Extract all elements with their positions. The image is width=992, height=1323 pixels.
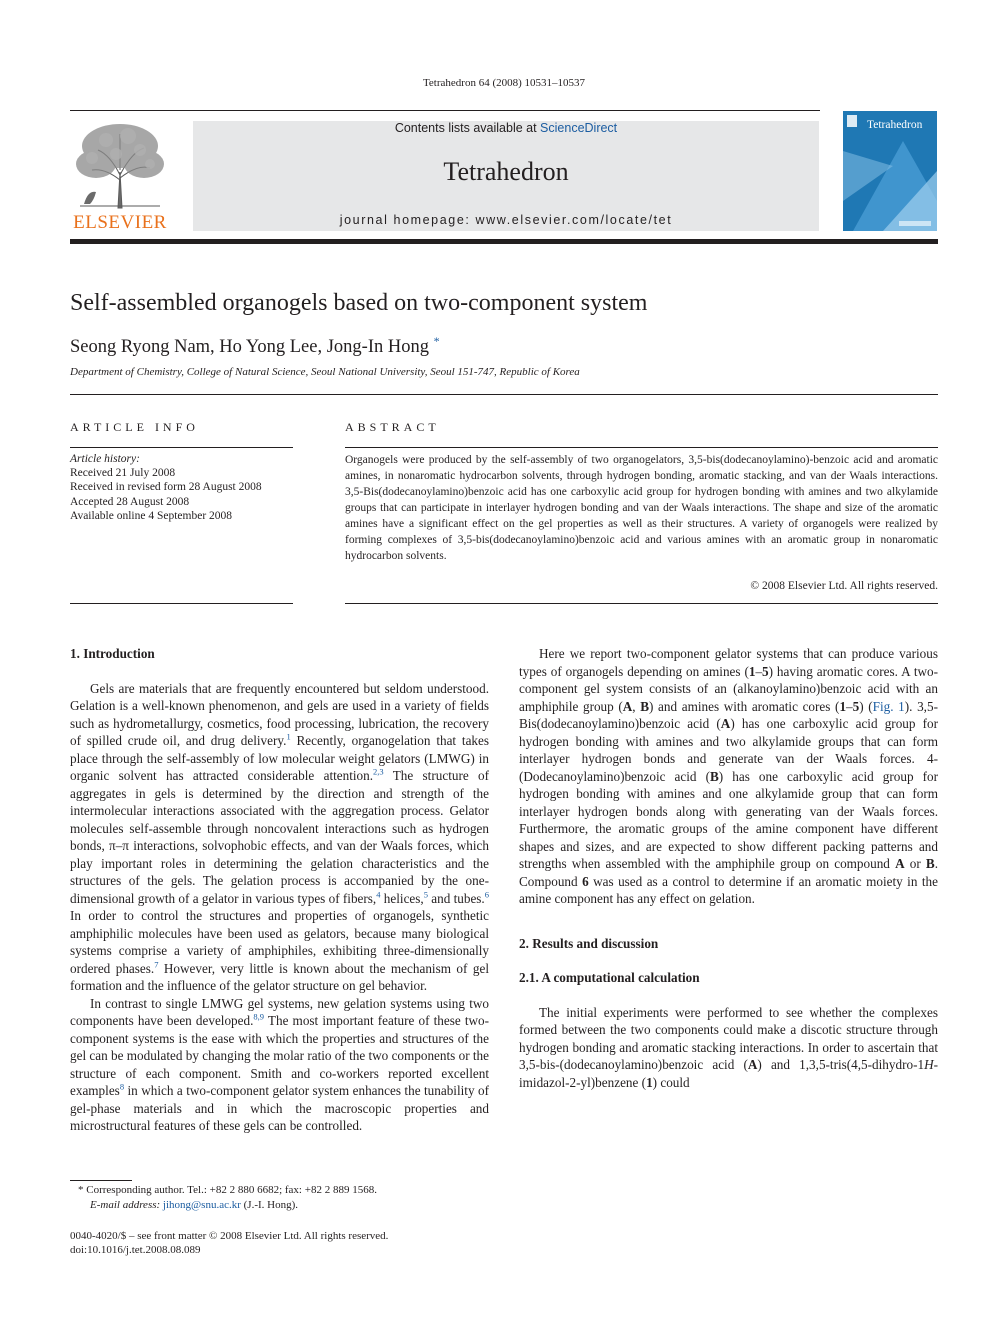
corresponding-author-mark[interactable]: *	[433, 334, 440, 348]
ref-link[interactable]: 4	[376, 889, 381, 900]
email-suffix: (J.-I. Hong).	[240, 1199, 299, 1211]
footnote-rule	[70, 1180, 132, 1181]
abstract-heading: ABSTRACT	[345, 420, 440, 434]
header-thick-rule	[70, 239, 938, 244]
article-history	[70, 452, 262, 523]
results-paragraph-1: The initial experiments were performed to see whether the complexes formed between the two components could make a discotic structure through hydrogen bonding and aromatic stacking interactions. In order to ascertain that 3,5-bis-(dodecanoylamino)benzoic acid (A) and 1,3,5-tris(4,5-dihydro-1H-imidazol-2-yl)benzene (1) could	[519, 1004, 938, 1090]
issn-line: 0040-4020/$ – see front matter © 2008 Elsevier Ltd. All rights reserved.	[70, 1230, 389, 1242]
email-link[interactable]: jihong@snu.ac.kr	[162, 1199, 241, 1211]
ref-link[interactable]: 2,3	[373, 766, 384, 777]
section-heading-results: 2. Results and discussion	[519, 935, 659, 951]
section-rule	[70, 394, 938, 395]
abstract-text: Organogels were produced by the self-assembly of two organogelators, 3,5-bis(dodecanoylamino)-benzoic acid and aromatic amines, in nonaromatic hydrocarbon solvents, through hydrogen bonding, aromatic stacking, and van der Waals interactions. 3,5-Bis(dodecanoylamino)benzoic acid has one carboxylic acid group for hydrogen bonding with amines and two alkylamide groups that can participate in interlayer hydrogen bonding and van der Waals interactions. The shape and size of the aromatic amines have a significant effect on the gel properties as well as their structures. A variety of organogels were realized by forming complexes of 3,5-bis(dodecanoylamino)benzoic acid and various amines with an aromatic group in nonaromatic hydrocarbon solvents.	[345, 454, 938, 562]
sciencedirect-link[interactable]: ScienceDirect	[540, 121, 618, 135]
subsection-heading-computational: 2.1. A computational calculation	[519, 970, 700, 985]
left-column	[70, 645, 489, 1135]
email-label: E-mail address:	[90, 1199, 161, 1211]
ref-link[interactable]: 8,9	[253, 1011, 265, 1022]
ref-link[interactable]: 1	[286, 731, 291, 742]
elsevier-tree-icon	[70, 120, 170, 210]
header-rule	[70, 110, 820, 111]
ref-link[interactable]: 5	[423, 889, 428, 900]
history-label: Article history:	[70, 453, 140, 465]
abstract-copyright: © 2008 Elsevier Ltd. All rights reserved.	[750, 580, 938, 592]
ref-link[interactable]: 7	[154, 959, 159, 970]
history-online: Available online 4 September 2008	[70, 509, 233, 522]
journal-homepage-link[interactable]: journal homepage: www.elsevier.com/locate/tet	[339, 213, 673, 227]
elsevier-wordmark: ELSEVIER	[73, 212, 167, 233]
article-info-bottom-rule	[70, 603, 293, 604]
author-list	[70, 334, 440, 358]
doi-line[interactable]: doi:10.1016/j.tet.2008.08.089	[70, 1244, 201, 1256]
authors-text: Seong Ryong Nam, Ho Yong Lee, Jong-In Hong	[70, 337, 429, 357]
journal-citation: Tetrahedron 64 (2008) 10531–10537	[422, 77, 586, 89]
contents-prefix: Contents lists available at	[394, 121, 541, 135]
ref-link[interactable]: 8	[119, 1081, 125, 1092]
journal-banner	[193, 121, 819, 231]
journal-cover[interactable]	[843, 111, 937, 231]
history-revised: Received in revised form 28 August 2008	[70, 481, 262, 494]
article-info-heading: ARTICLE INFO	[70, 420, 199, 434]
article-info-rule	[70, 447, 293, 448]
intro-paragraph-2: In contrast to single LMWG gel systems, new gelation systems using two components have been developed.$^{8,9}$ The most important feature of these two-component systems is the ease with which the properties and structures of the gel can be modulated by changing the molar ratio of the two components or the structure of each component. Smith and co-workers reported excellent examples$^8$ in which a two-component gelator system enhances the tunability of gel-phase materials and in which the macroscopic properties and microstructural features of these gels can be controlled.	[70, 995, 489, 1133]
figure-link[interactable]: Fig. 1	[872, 698, 905, 714]
history-received: Received 21 July 2008	[70, 467, 176, 480]
history-accepted: Accepted 28 August 2008	[70, 495, 190, 508]
abstract-bottom-rule	[345, 603, 938, 604]
intro-paragraph-3: Here we report two-component gelator systems that can produce various types of organogels depending on amines (1–5) having aromatic cores. A two-component gel system consists of an (alkanoylamino)benzoic acid with an amphiphile group (A, B) and amines with aromatic cores (1–5) (Fig. 1). 3,5-Bis(dodecanoylamino)benzoic acid (A) has one carboxylic acid group for hydrogen bonding with amines and two alkylamide groups that can form interlayer hydrogen bonds and generate van der Waals forces. 4-(Dodecanoylamino)benzoic acid (B) has one carboxylic acid group for hydrogen bonding with amines and one alkylamide group that can form interlayer hydrogen bonds along with generating van der Waals forces. Furthermore, the aromatic groups of the amine component have different shapes and sizes, and are expected to show different packing patterns and strengths when assembled with the amphiphile group on compound A or B. Compound 6 was used as a control to determine if an aromatic moiety in the amine component has any effect on gelation.	[519, 646, 939, 906]
elsevier-logo[interactable]	[70, 120, 170, 232]
contents-availability	[193, 121, 819, 135]
abstract-rule	[345, 447, 938, 448]
email-footnote	[90, 1198, 298, 1213]
journal-title: Tetrahedron	[443, 157, 569, 186]
section-heading-introduction: 1. Introduction	[70, 646, 155, 661]
cover-title: Tetrahedron	[867, 119, 923, 131]
ref-link[interactable]: 6	[484, 889, 489, 900]
article-title: Self-assembled organogels based on two-component system	[70, 290, 648, 316]
corresponding-footnote: * Corresponding author. Tel.: +82 2 880 6682; fax: +82 2 889 1568.	[78, 1184, 377, 1196]
right-column	[519, 645, 938, 1091]
intro-paragraph-1: Gels are materials that are frequently encountered but seldom understood. Gelation is a well-known phenomenon, and gels are used in a variety of fields such as hydrometallurgy, cosmetics, food processing, lubrication, the recovery of spilled crude oil, and drug delivery.$^1$ Recently, organogelation that takes place through the self-assembly of low molecular weight gelators (LMWG) in organic solvent has attracted considerable attention.$^{2,3}$ The structure of aggregates in gels is determined by the direction and strength of the intermolecular interactions associated with the aggregation process. Gelator molecules self-assemble through noncovalent interactions such as hydrogen bonds, π–π interactions, solvophobic effects, and van der Waals forces, which play important roles in determining the gelation characteristics and the structures of the gels. The gelation process is accompanied by the one-dimensional growth of a gelator in various types of fibers,$^4$ helices,$^5$ and tubes.$^6$ In order to control the structures and properties of organogels, synthetic amphiphilic molecules have been used as gelators, because many biological systems comprise a variety of amphiphiles, exhibiting three-dimensionally ordered phases.$^7$ However, very little is known about the mechanism of gel formation and the influence of the gelator structure on gel behavior.	[70, 680, 490, 993]
affiliation: Department of Chemistry, College of Natural Science, Seoul National University, Seoul 151-747, Republic of Korea	[70, 366, 580, 378]
